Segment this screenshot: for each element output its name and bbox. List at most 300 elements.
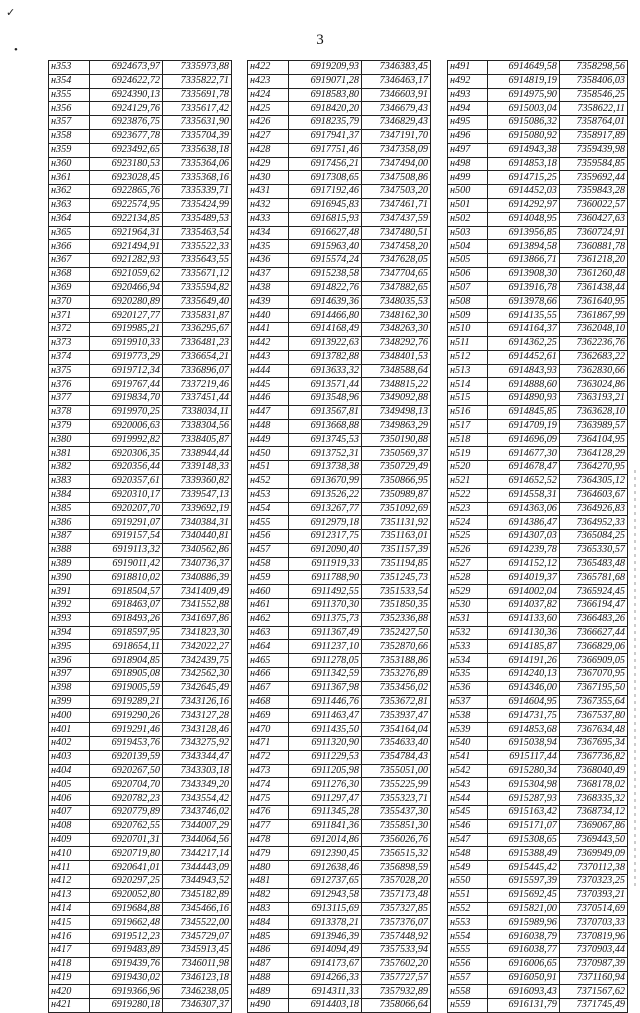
y-coordinate-cell: 7335631,90 (163, 116, 232, 130)
y-coordinate-cell: 7346383,45 (362, 61, 431, 75)
x-coordinate-cell: 6914168,49 (289, 323, 362, 337)
y-coordinate-cell: 7354164,04 (362, 723, 431, 737)
table-row (49, 557, 232, 571)
x-coordinate-cell: 6924673,97 (90, 61, 163, 75)
x-coordinate-cell: 6920207,70 (90, 502, 163, 516)
point-id-cell: н485 (248, 930, 289, 944)
x-coordinate-cell: 6919011,42 (90, 557, 163, 571)
x-coordinate-cell: 6914452,61 (488, 350, 560, 364)
point-id-cell: н464 (248, 640, 289, 654)
point-id-cell: н451 (248, 461, 289, 475)
y-coordinate-cell: 7367070,95 (559, 668, 627, 682)
x-coordinate-cell: 6911367,98 (289, 681, 362, 695)
point-id-cell: н471 (248, 737, 289, 751)
x-coordinate-cell: 6919157,54 (90, 530, 163, 544)
table-row (448, 944, 628, 958)
y-coordinate-cell: 7361867,99 (559, 309, 627, 323)
point-id-cell: н413 (49, 888, 90, 902)
y-coordinate-cell: 7357727,57 (362, 971, 431, 985)
y-coordinate-cell: 7346463,17 (362, 74, 431, 88)
y-coordinate-cell: 7354633,40 (362, 737, 431, 751)
x-coordinate-cell: 6917941,37 (289, 129, 362, 143)
y-coordinate-cell: 7367695,34 (559, 737, 627, 751)
x-coordinate-cell: 6920357,61 (90, 474, 163, 488)
y-coordinate-cell: 7345182,89 (163, 888, 232, 902)
table-row (49, 571, 232, 585)
y-coordinate-cell: 7363024,86 (559, 378, 627, 392)
table-row (448, 212, 628, 226)
table-row (248, 681, 431, 695)
table-row (248, 405, 431, 419)
y-coordinate-cell: 7370514,69 (559, 902, 627, 916)
y-coordinate-cell: 7335691,78 (163, 88, 232, 102)
point-id-cell: н480 (248, 861, 289, 875)
x-coordinate-cell: 6920704,70 (90, 778, 163, 792)
point-id-cell: н518 (448, 433, 488, 447)
x-coordinate-cell: 6920139,59 (90, 750, 163, 764)
table-row (248, 999, 431, 1013)
point-id-cell: н435 (248, 240, 289, 254)
point-id-cell: н524 (448, 516, 488, 530)
y-coordinate-cell: 7364305,12 (559, 474, 627, 488)
point-id-cell: н540 (448, 737, 488, 751)
y-coordinate-cell: 7357932,89 (362, 985, 431, 999)
table-row (49, 295, 232, 309)
y-coordinate-cell: 7335671,12 (163, 267, 232, 281)
point-id-cell: н383 (49, 474, 90, 488)
point-id-cell: н388 (49, 543, 90, 557)
point-id-cell: н423 (248, 74, 289, 88)
y-coordinate-cell: 7353672,81 (362, 695, 431, 709)
point-id-cell: н382 (49, 461, 90, 475)
table-row (448, 571, 628, 585)
table-row (49, 433, 232, 447)
point-id-cell: н417 (49, 944, 90, 958)
point-id-cell: н372 (49, 323, 90, 337)
table-row (248, 88, 431, 102)
y-coordinate-cell: 7340562,86 (163, 543, 232, 557)
y-coordinate-cell: 7335489,53 (163, 212, 232, 226)
y-coordinate-cell: 7339360,82 (163, 474, 232, 488)
point-id-cell: н438 (248, 281, 289, 295)
table-row (49, 364, 232, 378)
point-id-cell: н456 (248, 530, 289, 544)
table-row (248, 61, 431, 75)
point-id-cell: н439 (248, 295, 289, 309)
table-row (448, 626, 628, 640)
y-coordinate-cell: 7358622,11 (559, 102, 627, 116)
y-coordinate-cell: 7347480,51 (362, 226, 431, 240)
x-coordinate-cell: 6923677,78 (90, 129, 163, 143)
y-coordinate-cell: 7366909,05 (559, 654, 627, 668)
x-coordinate-cell: 6912638,46 (289, 861, 362, 875)
y-coordinate-cell: 7360427,63 (559, 212, 627, 226)
table-row (49, 309, 232, 323)
y-coordinate-cell: 7339547,13 (163, 488, 232, 502)
y-coordinate-cell: 7364104,95 (559, 433, 627, 447)
x-coordinate-cell: 6913115,69 (289, 902, 362, 916)
y-coordinate-cell: 7347458,20 (362, 240, 431, 254)
point-id-cell: н512 (448, 350, 488, 364)
point-id-cell: н530 (448, 599, 488, 613)
table-row (49, 778, 232, 792)
x-coordinate-cell: 6911492,55 (289, 585, 362, 599)
x-coordinate-cell: 6911446,76 (289, 695, 362, 709)
point-id-cell: н385 (49, 502, 90, 516)
table-row (248, 336, 431, 350)
x-coordinate-cell: 6915003,04 (488, 102, 560, 116)
point-id-cell: н447 (248, 405, 289, 419)
point-id-cell: н415 (49, 916, 90, 930)
y-coordinate-cell: 7348035,53 (362, 295, 431, 309)
x-coordinate-cell: 6915963,40 (289, 240, 362, 254)
point-id-cell: н359 (49, 143, 90, 157)
y-coordinate-cell: 7360022,57 (559, 198, 627, 212)
point-id-cell: н556 (448, 957, 488, 971)
y-coordinate-cell: 7335638,18 (163, 143, 232, 157)
x-coordinate-cell: 6918904,85 (90, 654, 163, 668)
y-coordinate-cell: 7345522,00 (163, 916, 232, 930)
table-row (248, 888, 431, 902)
table-row (448, 668, 628, 682)
table-row (248, 695, 431, 709)
y-coordinate-cell: 7335424,99 (163, 198, 232, 212)
y-coordinate-cell: 7357602,20 (362, 957, 431, 971)
y-coordinate-cell: 7370819,96 (559, 930, 627, 944)
table-row (49, 599, 232, 613)
x-coordinate-cell: 6912943,58 (289, 888, 362, 902)
x-coordinate-cell: 6919005,59 (90, 681, 163, 695)
table-row (49, 806, 232, 820)
point-id-cell: н427 (248, 129, 289, 143)
table-row (248, 323, 431, 337)
point-id-cell: н546 (448, 819, 488, 833)
table-row (448, 806, 628, 820)
x-coordinate-cell: 6914037,82 (488, 599, 560, 613)
table-row (448, 875, 628, 889)
point-id-cell: н444 (248, 364, 289, 378)
table-row (248, 295, 431, 309)
table-row (448, 267, 628, 281)
y-coordinate-cell: 7357448,92 (362, 930, 431, 944)
x-coordinate-cell: 6911435,50 (289, 723, 362, 737)
y-coordinate-cell: 7346679,43 (362, 102, 431, 116)
x-coordinate-cell: 6919910,33 (90, 336, 163, 350)
x-coordinate-cell: 6915117,44 (488, 750, 560, 764)
table-row (248, 737, 431, 751)
x-coordinate-cell: 6914362,25 (488, 336, 560, 350)
table-row (448, 695, 628, 709)
x-coordinate-cell: 6911276,30 (289, 778, 362, 792)
table-row (248, 750, 431, 764)
table-row (49, 930, 232, 944)
table-row (448, 847, 628, 861)
table-row (448, 116, 628, 130)
point-id-cell: н543 (448, 778, 488, 792)
y-coordinate-cell: 7369949,09 (559, 847, 627, 861)
point-id-cell: н545 (448, 806, 488, 820)
table-row (248, 543, 431, 557)
x-coordinate-cell: 6911367,49 (289, 626, 362, 640)
y-coordinate-cell: 7349498,13 (362, 405, 431, 419)
x-coordinate-cell: 6911841,36 (289, 819, 362, 833)
y-coordinate-cell: 7335463,54 (163, 226, 232, 240)
table-row (248, 902, 431, 916)
point-id-cell: н403 (49, 750, 90, 764)
y-coordinate-cell: 7350190,88 (362, 433, 431, 447)
y-coordinate-cell: 7355437,30 (362, 806, 431, 820)
table-row (49, 240, 232, 254)
x-coordinate-cell: 6915280,34 (488, 764, 560, 778)
table-row (448, 461, 628, 475)
point-id-cell: н395 (49, 640, 90, 654)
y-coordinate-cell: 7336654,21 (163, 350, 232, 364)
table-row (49, 157, 232, 171)
x-coordinate-cell: 6920719,80 (90, 847, 163, 861)
x-coordinate-cell: 6912090,40 (289, 543, 362, 557)
point-id-cell: н392 (49, 599, 90, 613)
point-id-cell: н441 (248, 323, 289, 337)
y-coordinate-cell: 7340384,31 (163, 516, 232, 530)
y-coordinate-cell: 7346011,98 (163, 957, 232, 971)
y-coordinate-cell: 7347628,05 (362, 254, 431, 268)
y-coordinate-cell: 7341409,49 (163, 585, 232, 599)
x-coordinate-cell: 6915038,94 (488, 737, 560, 751)
point-id-cell: н358 (49, 129, 90, 143)
point-id-cell: н369 (49, 281, 90, 295)
y-coordinate-cell: 7356026,76 (362, 833, 431, 847)
table-row (448, 378, 628, 392)
point-id-cell: н426 (248, 116, 289, 130)
table-row (248, 461, 431, 475)
table-row (448, 171, 628, 185)
table-row (448, 833, 628, 847)
table-row (248, 833, 431, 847)
table-row (448, 433, 628, 447)
y-coordinate-cell: 7366483,26 (559, 612, 627, 626)
y-coordinate-cell: 7356515,32 (362, 847, 431, 861)
x-coordinate-cell: 6913668,88 (289, 419, 362, 433)
table-row (448, 530, 628, 544)
point-id-cell: н521 (448, 474, 488, 488)
x-coordinate-cell: 6911345,28 (289, 806, 362, 820)
table-row (248, 267, 431, 281)
point-id-cell: н363 (49, 198, 90, 212)
y-coordinate-cell: 7335649,40 (163, 295, 232, 309)
point-id-cell: н477 (248, 819, 289, 833)
point-id-cell: н473 (248, 764, 289, 778)
y-coordinate-cell: 7370903,44 (559, 944, 627, 958)
point-id-cell: н495 (448, 116, 488, 130)
y-coordinate-cell: 7352870,66 (362, 640, 431, 654)
point-id-cell: н475 (248, 792, 289, 806)
table-row (448, 557, 628, 571)
table-row (448, 502, 628, 516)
y-coordinate-cell: 7360724,91 (559, 226, 627, 240)
x-coordinate-cell: 6920306,35 (90, 447, 163, 461)
y-coordinate-cell: 7343127,28 (163, 709, 232, 723)
y-coordinate-cell: 7366627,44 (559, 626, 627, 640)
table-row (248, 585, 431, 599)
point-id-cell: н551 (448, 888, 488, 902)
x-coordinate-cell: 6914094,49 (289, 944, 362, 958)
point-id-cell: н525 (448, 530, 488, 544)
y-coordinate-cell: 7347508,86 (362, 171, 431, 185)
table-row (49, 626, 232, 640)
y-coordinate-cell: 7350729,49 (362, 461, 431, 475)
scan-speck-top: ✓ (6, 7, 16, 19)
point-id-cell: н419 (49, 971, 90, 985)
y-coordinate-cell: 7351163,01 (362, 530, 431, 544)
table-row (49, 695, 232, 709)
y-coordinate-cell: 7354784,43 (362, 750, 431, 764)
x-coordinate-cell: 6914164,37 (488, 323, 560, 337)
point-id-cell: н463 (248, 626, 289, 640)
x-coordinate-cell: 6913752,31 (289, 447, 362, 461)
point-id-cell: н542 (448, 764, 488, 778)
x-coordinate-cell: 6914975,90 (488, 88, 560, 102)
x-coordinate-cell: 6914152,12 (488, 557, 560, 571)
point-id-cell: н494 (448, 102, 488, 116)
y-coordinate-cell: 7367537,80 (559, 709, 627, 723)
table-row (49, 585, 232, 599)
point-id-cell: н361 (49, 171, 90, 185)
y-coordinate-cell: 7351157,39 (362, 543, 431, 557)
point-id-cell: н393 (49, 612, 90, 626)
table-row (49, 999, 232, 1013)
point-id-cell: н374 (49, 350, 90, 364)
table-row (49, 819, 232, 833)
y-coordinate-cell: 7352336,88 (362, 612, 431, 626)
point-id-cell: н405 (49, 778, 90, 792)
table-row (448, 61, 628, 75)
table-row (248, 957, 431, 971)
point-id-cell: н412 (49, 875, 90, 889)
point-id-cell: н443 (248, 350, 289, 364)
point-id-cell: н401 (49, 723, 90, 737)
x-coordinate-cell: 6914819,19 (488, 74, 560, 88)
scan-edge-artifact (634, 470, 636, 890)
x-coordinate-cell: 6913956,85 (488, 226, 560, 240)
x-coordinate-cell: 6913908,30 (488, 267, 560, 281)
y-coordinate-cell: 7363193,21 (559, 392, 627, 406)
table-row (248, 364, 431, 378)
x-coordinate-cell: 6914943,38 (488, 143, 560, 157)
x-coordinate-cell: 6914403,18 (289, 999, 362, 1013)
point-id-cell: н459 (248, 571, 289, 585)
table-row (248, 571, 431, 585)
y-coordinate-cell: 7363989,57 (559, 419, 627, 433)
table-row (248, 723, 431, 737)
table-row (49, 516, 232, 530)
y-coordinate-cell: 7341552,88 (163, 599, 232, 613)
table-row (49, 74, 232, 88)
x-coordinate-cell: 6920052,80 (90, 888, 163, 902)
y-coordinate-cell: 7368335,32 (559, 792, 627, 806)
y-coordinate-cell: 7335339,71 (163, 185, 232, 199)
x-coordinate-cell: 6920762,55 (90, 819, 163, 833)
point-id-cell: н466 (248, 668, 289, 682)
y-coordinate-cell: 7344943,52 (163, 875, 232, 889)
point-id-cell: н436 (248, 254, 289, 268)
x-coordinate-cell: 6916006,65 (488, 957, 560, 971)
point-id-cell: н536 (448, 681, 488, 695)
x-coordinate-cell: 6921282,93 (90, 254, 163, 268)
point-id-cell: н446 (248, 392, 289, 406)
x-coordinate-cell: 6919291,07 (90, 516, 163, 530)
point-id-cell: н496 (448, 129, 488, 143)
y-coordinate-cell: 7345466,16 (163, 902, 232, 916)
y-coordinate-cell: 7343349,20 (163, 778, 232, 792)
point-id-cell: н422 (248, 61, 289, 75)
table-row (248, 240, 431, 254)
point-id-cell: н414 (49, 902, 90, 916)
y-coordinate-cell: 7350989,87 (362, 488, 431, 502)
point-id-cell: н519 (448, 447, 488, 461)
table-row (49, 474, 232, 488)
table-row (49, 88, 232, 102)
x-coordinate-cell: 6919280,18 (90, 999, 163, 1013)
point-id-cell: н515 (448, 392, 488, 406)
x-coordinate-cell: 6919453,76 (90, 737, 163, 751)
point-id-cell: н407 (49, 806, 90, 820)
y-coordinate-cell: 7343128,46 (163, 723, 232, 737)
y-coordinate-cell: 7344007,29 (163, 819, 232, 833)
y-coordinate-cell: 7339148,33 (163, 461, 232, 475)
x-coordinate-cell: 6914558,31 (488, 488, 560, 502)
point-id-cell: н470 (248, 723, 289, 737)
table-row (49, 985, 232, 999)
point-id-cell: н516 (448, 405, 488, 419)
table-row (49, 102, 232, 116)
table-row (248, 281, 431, 295)
point-id-cell: н400 (49, 709, 90, 723)
table-row (49, 61, 232, 75)
x-coordinate-cell: 6913782,88 (289, 350, 362, 364)
table-row (448, 654, 628, 668)
point-id-cell: н501 (448, 198, 488, 212)
y-coordinate-cell: 7365084,25 (559, 530, 627, 544)
y-coordinate-cell: 7338405,87 (163, 433, 232, 447)
y-coordinate-cell: 7348588,64 (362, 364, 431, 378)
x-coordinate-cell: 6913922,63 (289, 336, 362, 350)
point-id-cell: н408 (49, 819, 90, 833)
table-row (49, 792, 232, 806)
table-row (248, 378, 431, 392)
x-coordinate-cell: 6914604,95 (488, 695, 560, 709)
y-coordinate-cell: 7345729,07 (163, 930, 232, 944)
x-coordinate-cell: 6919291,46 (90, 723, 163, 737)
point-id-cell: н514 (448, 378, 488, 392)
point-id-cell: н432 (248, 198, 289, 212)
table-row (448, 916, 628, 930)
x-coordinate-cell: 6914266,33 (289, 971, 362, 985)
y-coordinate-cell: 7368040,49 (559, 764, 627, 778)
point-id-cell: н527 (448, 557, 488, 571)
table-row (448, 419, 628, 433)
point-id-cell: н354 (49, 74, 90, 88)
point-id-cell: н455 (248, 516, 289, 530)
table-row (248, 309, 431, 323)
y-coordinate-cell: 7365924,45 (559, 585, 627, 599)
point-id-cell: н544 (448, 792, 488, 806)
x-coordinate-cell: 6911237,10 (289, 640, 362, 654)
table-row (248, 861, 431, 875)
x-coordinate-cell: 6911919,33 (289, 557, 362, 571)
table-row (248, 806, 431, 820)
y-coordinate-cell: 7370112,38 (559, 861, 627, 875)
point-id-cell: н555 (448, 944, 488, 958)
